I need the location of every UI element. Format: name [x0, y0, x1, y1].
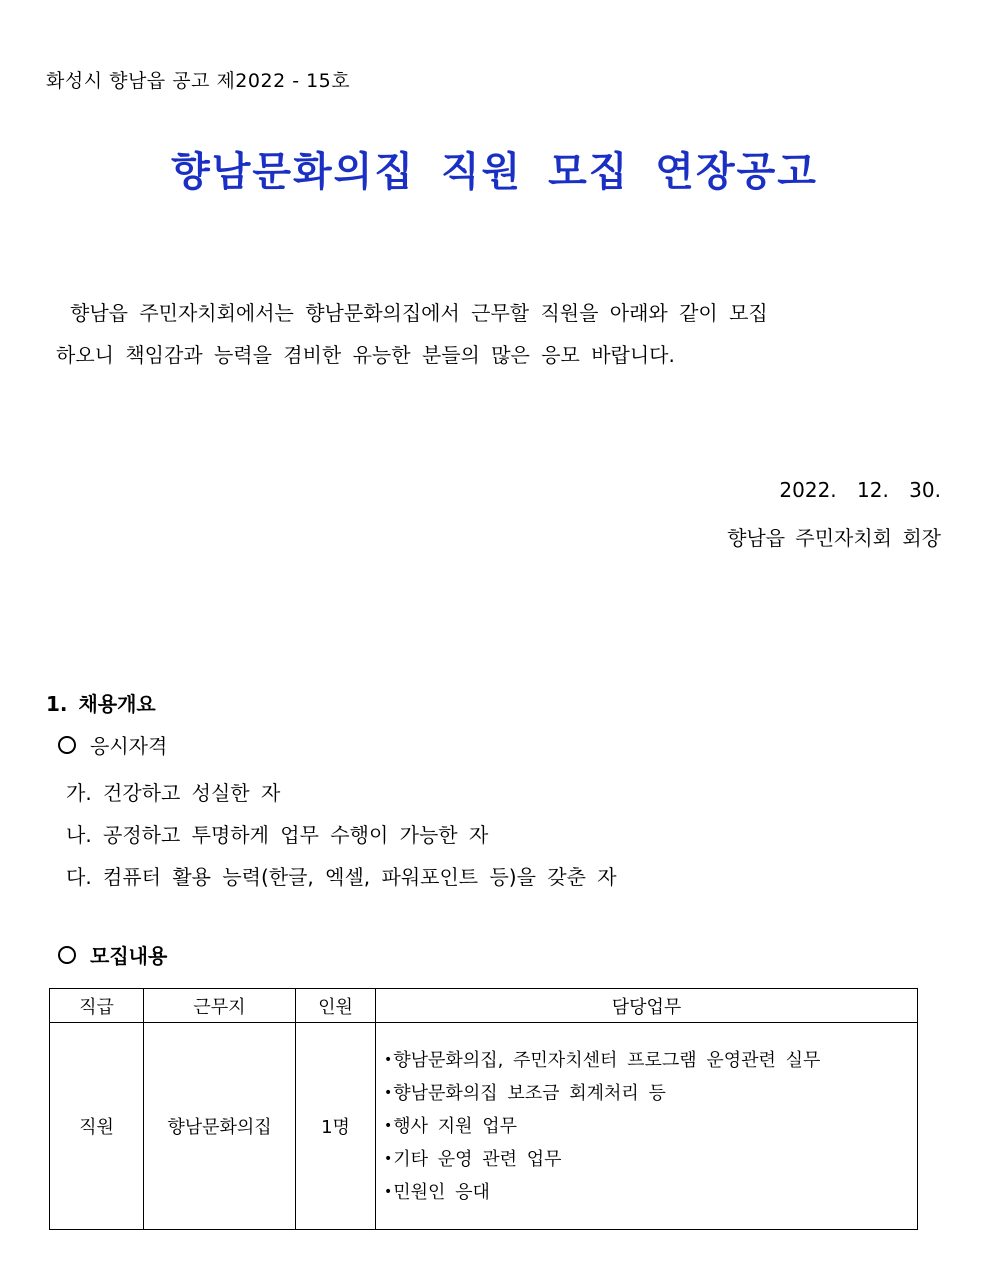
duty-item	[384, 1143, 917, 1176]
bullet-icon: •	[384, 1084, 393, 1101]
notice-number: 화성시 향남읍 공고 제2022 - 15호	[46, 70, 351, 92]
table-row	[50, 1023, 918, 1230]
qualifications-heading	[58, 730, 167, 759]
page-title: 향남문화의집 직원 모집 연장공고	[171, 149, 818, 195]
recruitment-table	[49, 988, 918, 1230]
cell-grade: 직원	[50, 1023, 144, 1230]
section-heading-recruitment-overview: 1. 채용개요	[46, 692, 156, 716]
recruitment-heading-label: 모집내용	[90, 944, 168, 968]
duty-item	[384, 1110, 917, 1143]
duty-text: 향남문화의집, 주민자치센터 프로그램 운영관련 실무	[393, 1049, 821, 1071]
bullet-icon: •	[384, 1150, 393, 1167]
qualifications-heading-label: 응시자격	[90, 734, 168, 758]
intro-line-2: 하오니 책임감과 능력을 겸비한 유능한 분들의 많은 응모 바랍니다.	[56, 343, 675, 367]
duty-text: 민원인 응대	[393, 1181, 490, 1203]
header-count: 인원	[296, 989, 376, 1023]
signer: 향남읍 주민자치회 회장	[727, 526, 941, 550]
header-grade: 직급	[50, 989, 144, 1023]
duty-item	[384, 1176, 917, 1209]
circle-bullet-icon	[58, 736, 76, 754]
bullet-icon: •	[384, 1051, 393, 1068]
notice-date: 2022. 12. 30.	[779, 478, 941, 502]
duty-item	[384, 1044, 917, 1077]
duty-text: 기타 운영 관련 업무	[393, 1148, 562, 1170]
table-header-row	[50, 989, 918, 1023]
qualifications-list	[66, 772, 617, 898]
intro-paragraph	[56, 292, 916, 376]
bullet-icon: •	[384, 1117, 393, 1134]
cell-location: 향남문화의집	[144, 1023, 296, 1230]
intro-line-1: 향남읍 주민자치회에서는 향남문화의집에서 근무할 직원을 아래와 같이 모집	[70, 301, 768, 325]
duty-text: 향남문화의집 보조금 회계처리 등	[393, 1082, 666, 1104]
cell-count: 1명	[296, 1023, 376, 1230]
header-duties: 담당업무	[376, 989, 918, 1023]
circle-bullet-icon	[58, 946, 76, 964]
list-item: 나. 공정하고 투명하게 업무 수행이 가능한 자	[66, 823, 489, 847]
header-location: 근무지	[144, 989, 296, 1023]
list-item: 가. 건강하고 성실한 자	[66, 781, 281, 805]
duty-text: 행사 지원 업무	[393, 1115, 518, 1137]
cell-duties	[376, 1023, 918, 1230]
recruitment-heading	[58, 940, 167, 969]
duty-item	[384, 1077, 917, 1110]
list-item: 다. 컴퓨터 활용 능력(한글, 엑셀, 파워포인트 등)을 갖춘 자	[66, 865, 617, 889]
bullet-icon: •	[384, 1183, 393, 1200]
